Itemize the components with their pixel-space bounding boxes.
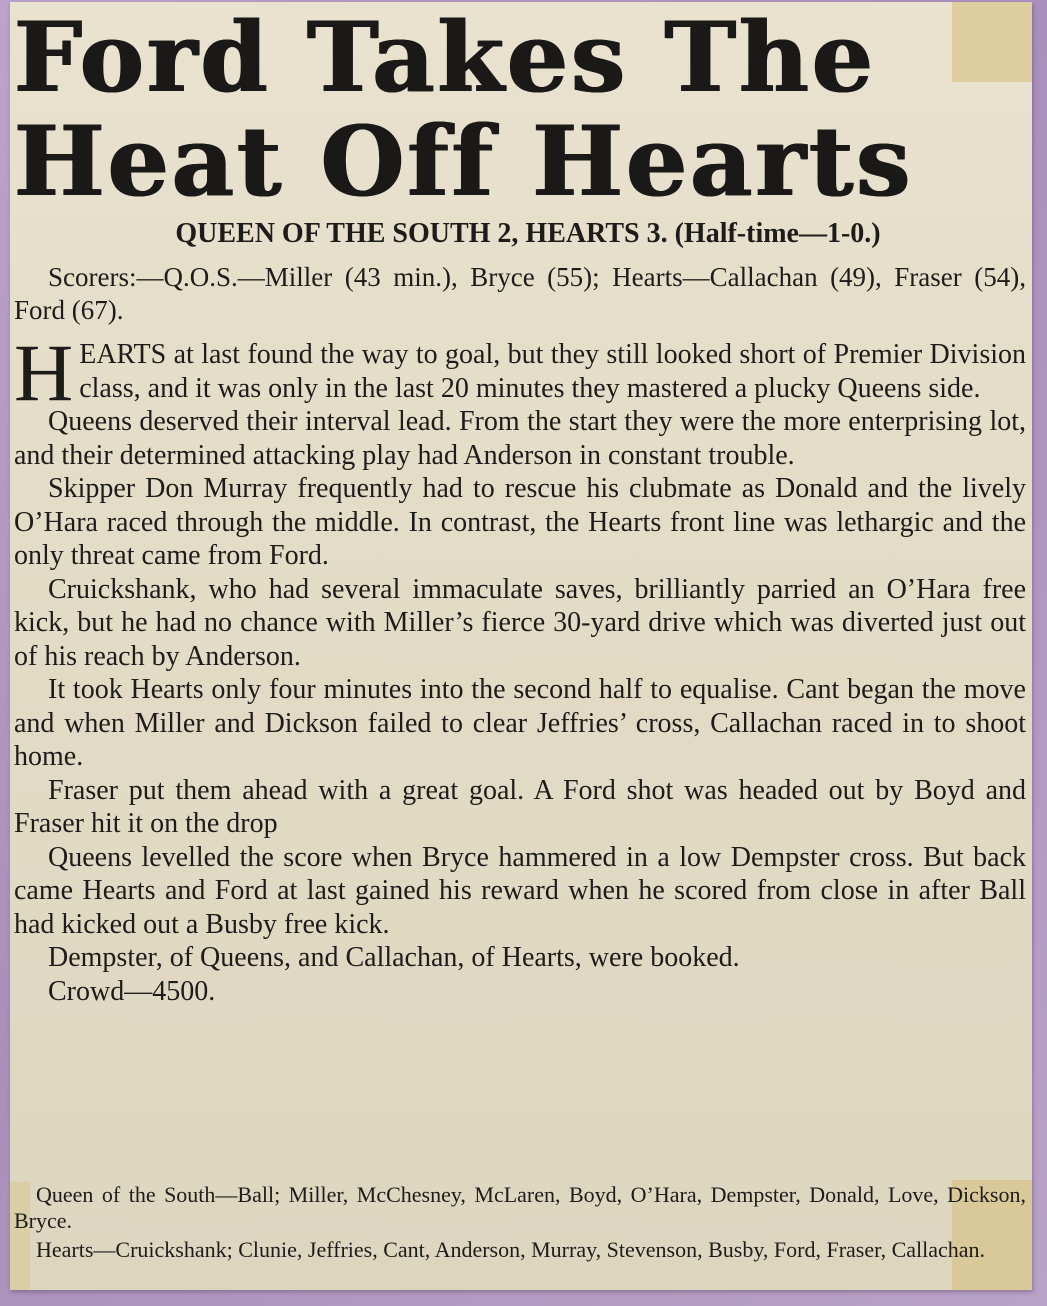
team-lineups bbox=[14, 1182, 1026, 1266]
article-paragraph: Cruickshank, who had several immaculate saves, brilliantly parried an O’Hara free kick, but he had no chance with Miller’s fierce 30-yard drive which was diverted just out of his reach by Anderson. bbox=[14, 573, 1026, 672]
drop-cap: H bbox=[14, 327, 74, 418]
article-paragraph: Skipper Don Murray frequently had to rescue his clubmate as Donald and the lively O’Hara raced through the middle. In contrast, the Hearts front line was lethargic and the only threat came from Ford. bbox=[14, 473, 1026, 571]
article-paragraph: It took Hearts only four minutes into the second half to equalise. Cant began the move and when Miller and Dickson failed to clear Jeffries’ cross, Callachan raced in to shoot home. bbox=[14, 674, 1026, 772]
lead-paragraph bbox=[14, 327, 1026, 418]
headline bbox=[14, 2, 1014, 218]
article-paragraph: Crowd—4500. bbox=[48, 975, 216, 1007]
headline-line-2: Heat Off Hearts bbox=[14, 105, 914, 218]
lead-paragraph-text: EARTS at last found the way to goal, but they still looked short of Premier Division class, and it was only in the last 20 minutes they mastered a plucky Queens side. bbox=[79, 339, 1026, 404]
article-paragraph: Fraser put them ahead with a great goal. A Ford shot was headed out by Boyd and Fraser hit it on the drop bbox=[14, 774, 1026, 839]
lineup-hearts: Hearts—Cruickshank; Clunie, Jeffries, Cant, Anderson, Murray, Stevenson, Busby, Ford, Fraser, Callachan. bbox=[36, 1237, 986, 1262]
scorers-line: Scorers:—Q.O.S.—Miller (43 min.), Bryce (55); Hearts—Callachan (49), Fraser (54), Ford (67). bbox=[14, 262, 1026, 325]
article-paragraph: Queens levelled the score when Bryce hammered in a low Dempster cross. But back came Hearts and Ford at last gained his reward when he scored from close in after Ball had kicked out a Busby free kick. bbox=[14, 841, 1026, 940]
article-paragraph: Queens deserved their interval lead. From the start they were the more enterprising lot, and their determined attacking play had Anderson in constant trouble. bbox=[14, 406, 1026, 471]
headline-line-1: Ford Takes The bbox=[14, 2, 876, 114]
newspaper-clipping bbox=[10, 2, 1032, 1290]
article-body bbox=[14, 327, 1026, 1008]
lineup-queen-of-the-south: Queen of the South—Ball; Miller, McChesney, McLaren, Boyd, O’Hara, Dempster, Donald, Love, Dickson, Bryce. bbox=[14, 1182, 1026, 1233]
article-paragraph: Dempster, of Queens, and Callachan, of Hearts, were booked. bbox=[48, 942, 740, 973]
match-result-subhead: QUEEN OF THE SOUTH 2, HEARTS 3. (Half-time—1-0.) bbox=[175, 218, 881, 249]
